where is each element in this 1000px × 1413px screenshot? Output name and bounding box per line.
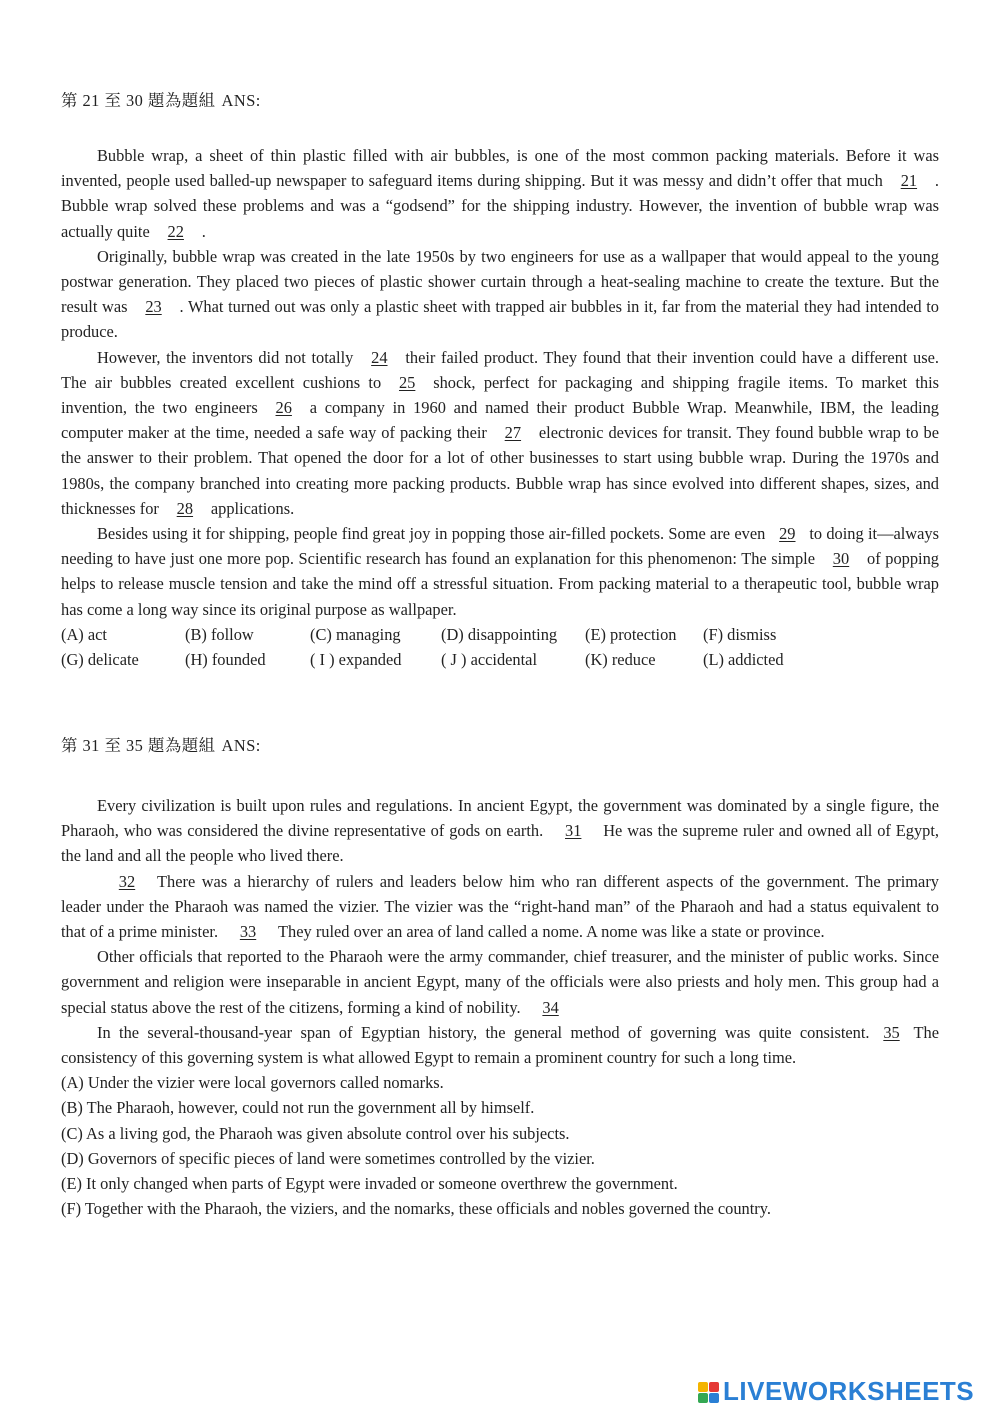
paragraph-text: They ruled over an area of land called a nome. A nome was like a state or province. [278,922,825,942]
paragraph-8 [61,1020,939,1070]
logo-square-red [709,1382,719,1392]
option-H: (H) founded [185,649,266,669]
paragraph-text: Every civilization is built upon rules and regulations. In ancient Egypt, the government was dominated by a single figure, the Pharaoh, who was considered the divine representative of gods on earth. [61,796,939,841]
paragraph-text: their failed product. They found that their invention could have a different use. The air bubbles created excellent cushions to [61,347,939,392]
paragraph-text: Other officials that reported to the Pharaoh were the army commander, chief treasurer, and the minister of public works. Since government and religion were inseparable in ancient Egypt, many of the officials were also priests and holy men. This group had a special status above the rest of the citizens, forming a kind of nobility. [61,947,939,1017]
paragraph-text: electronic devices for transit. They found bubble wrap to be the answer to their problem. That opened the door for a lot of other businesses to start using bubble wrap. During the 1970s and 1980s, the company branched into creating more packing products. Bubble wrap has since evolved into different shapes, sizes, and thicknesses for [61,423,940,518]
option-J: ( J ) accidental [441,649,538,669]
option-D: (D) disappointing [441,624,558,644]
blank-34[interactable]: 34 [542,997,559,1017]
paragraph-5 [61,793,939,869]
paragraph-text: . What turned out was only a plastic sheet with trapped air bubbles in it, far from the material they had intended to produce. [61,297,939,342]
sentence-option-B: (B) The Pharaoh, however, could not run the government all by himself. [61,1098,535,1118]
sentence-option-D: (D) Governors of specific pieces of land were sometimes controlled by the vizier. [61,1148,595,1168]
paragraph-text: Bubble wrap, a sheet of thin plastic filled with air bubbles, is one of the most common packing materials. Before it was invented, people used balled-up newspaper to safeguard items during shipping. But it was messy and didn’t offer that much [61,146,939,191]
blank-21[interactable]: 21 [900,171,918,191]
word-options-row-2 [61,647,939,672]
sentence-option-C: (C) As a living god, the Pharaoh was given absolute control over his subjects. [61,1123,570,1143]
paragraph-text: In the several-thousand-year span of Egyptian history, the general method of governing was quite consistent. [97,1022,870,1042]
blank-26[interactable]: 26 [275,398,292,418]
liveworksheets-logo-icon [698,1382,719,1403]
blank-27[interactable]: 27 [504,423,522,443]
paragraph-3 [61,345,939,521]
section1-title-text: 第 21 至 30 題為題組 [61,91,216,110]
paragraph-4 [61,521,939,622]
paragraph-text: of popping helps to release muscle tension and take the mind off a stressful situation. From packing material to a therapeutic tool, bubble wrap has come a long way since its original purpose as wallpaper. [61,549,939,619]
option-E: (E) protection [585,624,677,644]
blank-24[interactable]: 24 [371,347,388,367]
paragraph-2 [61,244,939,345]
section2-title-text: 第 31 至 35 題為題組 [61,736,216,755]
sentence-options [61,1070,939,1221]
paragraph-text: He was the supreme ruler and owned all of Egypt, the land and all the people who lived there. [61,821,939,866]
passage-bubble-wrap [61,143,939,672]
blank-28[interactable]: 28 [176,498,194,518]
liveworksheets-logo-text: LIVEWORKSHEETS [723,1376,975,1407]
word-options [61,622,939,672]
blank-35[interactable]: 35 [883,1022,900,1042]
paragraph-text: . [201,221,206,241]
blank-30[interactable]: 30 [832,549,850,569]
paragraph-7 [61,944,939,1020]
blank-29[interactable]: 29 [779,524,796,544]
option-L: (L) addicted [703,649,784,669]
paragraph-text: applications. [210,498,295,518]
paragraph-text: The consistency of this governing system is what allowed Egypt to remain a prominent country for such a long time. [61,1022,939,1068]
option-G: (G) delicate [61,649,139,669]
paragraph-text: shock, perfect for packaging and shipping fragile items. To market this invention, the two engineers [61,372,940,418]
paragraph-text: a company in 1960 and named their product Bubble Wrap. Meanwhile, IBM, the leading computer maker at the time, needed a safe way of packing their [61,398,940,443]
logo-square-yellow [698,1382,708,1392]
option-K: (K) reduce [585,649,656,669]
sentence-option-A: (A) Under the vizier were local governors called nomarks. [61,1073,444,1093]
option-B: (B) follow [185,624,254,644]
section1-ans-label: ANS: [221,91,261,110]
section2-title [61,733,261,758]
blank-22[interactable]: 22 [167,221,184,241]
paragraph-1 [61,143,939,244]
paragraph-text: There was a hierarchy of rulers and leaders below him who ran different aspects of the government. The primary leader under the Pharaoh was named the vizier. The vizier was the “right-hand man” of the Pharaoh and had a status equivalent to that of a prime minister. [61,871,939,942]
liveworksheets-logo [698,1378,993,1406]
option-F: (F) dismiss [703,624,777,644]
logo-square-green [698,1393,708,1403]
blank-31[interactable]: 31 [565,821,582,841]
paragraph-text: to doing it—always needing to have just one more pop. Scientific research has found an explanation for this phenomenon: The simple [61,524,939,569]
blank-23[interactable]: 23 [145,297,162,317]
sentence-option-E: (E) It only changed when parts of Egypt were invaded or someone overthrew the government. [61,1174,678,1194]
option-A: (A) act [61,624,107,644]
option-I: ( I ) expanded [310,649,402,669]
blank-33[interactable]: 33 [239,922,257,942]
section1-title [61,88,261,113]
paragraph-6 [61,869,939,945]
paragraph-text: However, the inventors did not totally [97,347,354,367]
sentence-option-F: (F) Together with the Pharaoh, the viziers, and the nomarks, these officials and nobles governed the country. [61,1199,771,1219]
blank-25[interactable]: 25 [398,372,416,392]
section2-ans-label: ANS: [221,736,261,755]
blank-32[interactable]: 32 [118,871,136,891]
paragraph-text: Originally, bubble wrap was created in the late 1950s by two engineers for use as a wallpaper that would appeal to the young postwar generation. They placed two pieces of plastic shower curtain through a heat-sealing machine to create the texture. But the result was [61,246,939,317]
logo-square-blue [709,1393,719,1403]
passage-ancient-egypt [61,793,939,1221]
paragraph-text: . Bubble wrap solved these problems and was a “godsend” for the shipping industry. However, the invention of bubble wrap was actually quite [61,171,939,241]
word-options-row-1 [61,622,939,647]
option-C: (C) managing [310,624,401,644]
paragraph-text: Besides using it for shipping, people find great joy in popping those air-filled pockets. Some are even [97,524,766,544]
